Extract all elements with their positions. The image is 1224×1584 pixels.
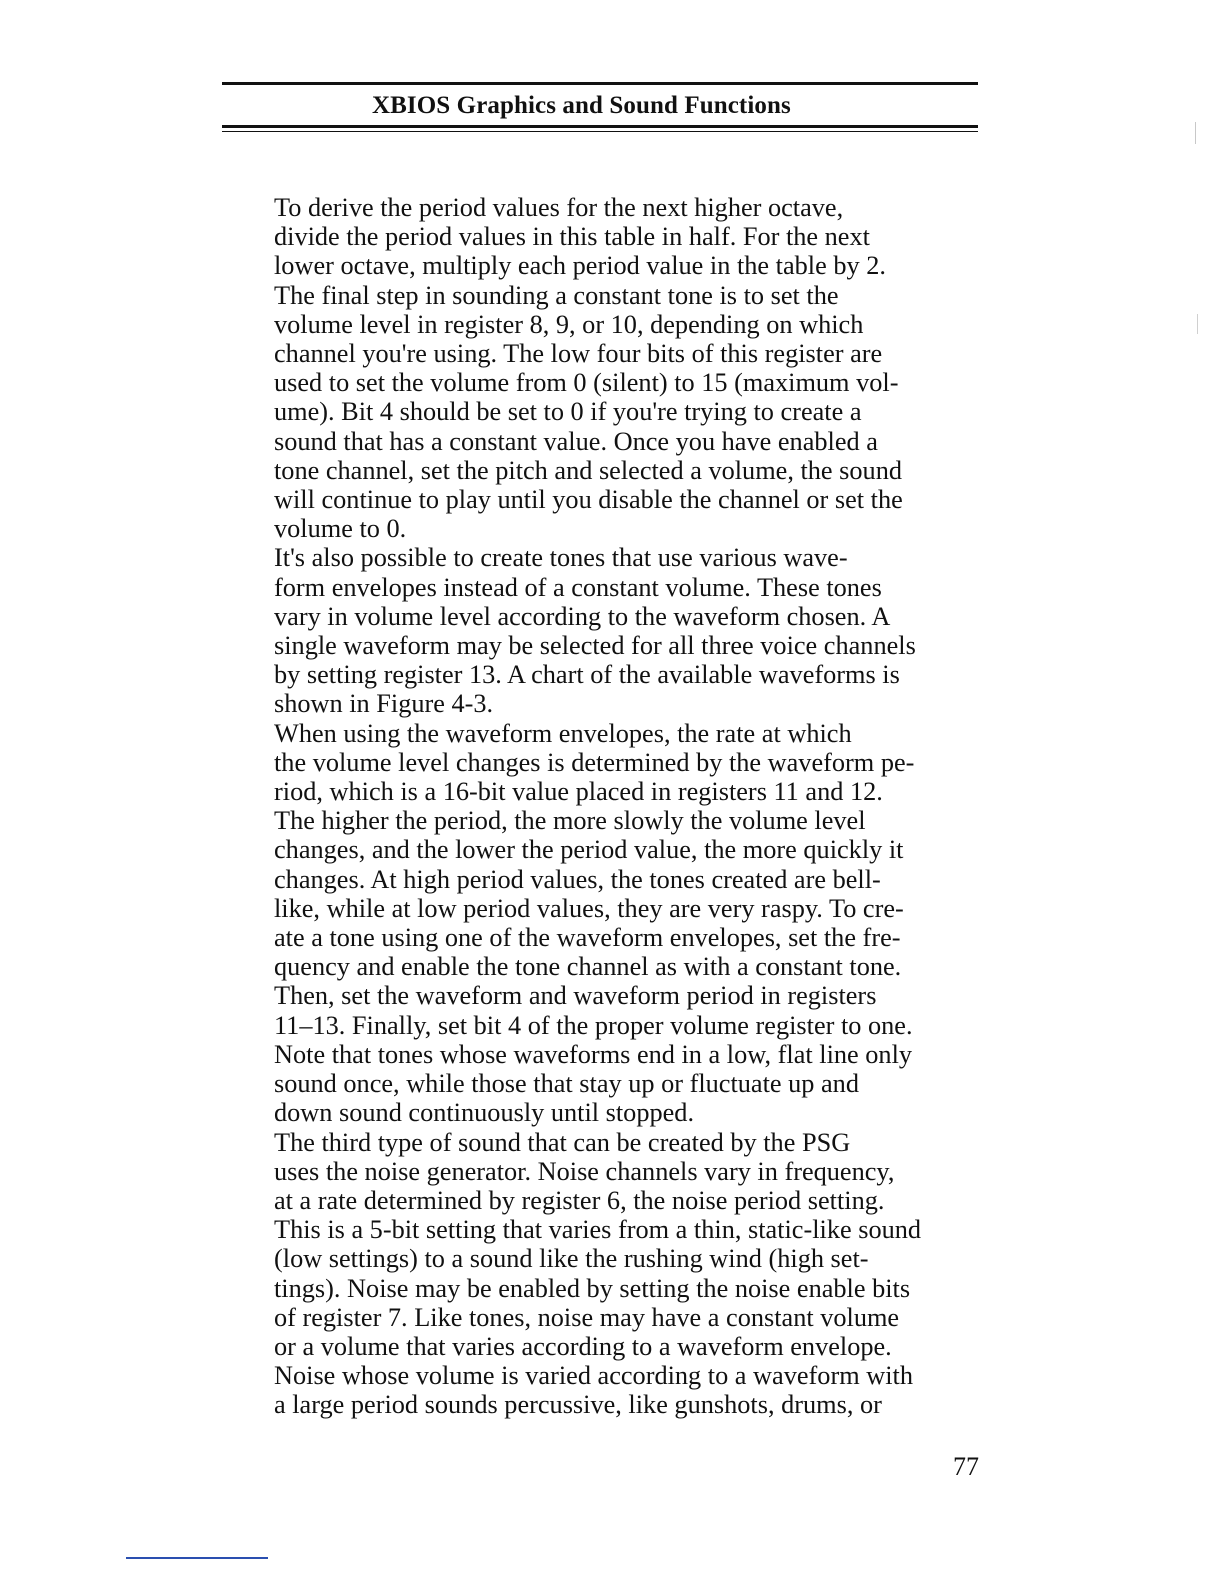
text-line: ate a tone using one of the waveform envelopes, set the fre- <box>274 923 901 953</box>
paragraph <box>224 193 976 281</box>
text-line: vary in volume level according to the waveform chosen. A <box>274 601 891 631</box>
page-number: 77 <box>953 1452 979 1481</box>
header-bottom-thin-rule <box>222 131 978 132</box>
running-header <box>222 82 978 132</box>
text-line: down sound continuously until stopped. <box>274 1098 695 1128</box>
paragraph <box>224 281 976 544</box>
footer-rule <box>126 1557 268 1559</box>
text-line: sound that has a constant value. Once you have enabled a <box>274 426 878 456</box>
text-line: ume). Bit 4 should be set to 0 if you're trying to create a <box>274 397 862 427</box>
text-line: uses the noise generator. Noise channels vary in frequency, <box>274 1156 895 1186</box>
text-line: This is a 5-bit setting that varies from a thin, static-like sound <box>274 1215 922 1245</box>
text-line: lower octave, multiply each period value in the table by 2. <box>274 251 886 281</box>
text-line: tone channel, set the pitch and selected a volume, the sound <box>274 455 903 485</box>
body-text <box>224 193 976 1420</box>
text-line: (low settings) to a sound like the rushing wind (high set- <box>274 1244 869 1274</box>
text-line: changes. At high period values, the tones created are bell- <box>274 864 881 894</box>
text-line: volume to 0. <box>274 514 407 544</box>
text-line: It's also possible to create tones that use various wave- <box>274 543 848 573</box>
text-line: sound once, while those that stay up or fluctuate up and <box>274 1069 859 1099</box>
text-line: volume level in register 8, 9, or 10, depending on which <box>274 309 864 339</box>
text-line: used to set the volume from 0 (silent) to 15 (maximum vol- <box>274 368 899 398</box>
header-top-rule <box>222 82 978 85</box>
text-line: divide the period values in this table in half. For the next <box>274 222 870 252</box>
paragraph <box>224 1128 976 1420</box>
text-line: of register 7. Like tones, noise may have a constant volume <box>274 1302 900 1332</box>
text-line: To derive the period values for the next higher octave, <box>274 193 844 222</box>
header-bottom-rule <box>222 125 978 128</box>
text-line: When using the waveform envelopes, the rate at which <box>274 718 852 748</box>
text-line: form envelopes instead of a constant volume. These tones <box>274 572 882 602</box>
text-line: The final step in sounding a constant tone is to set the <box>274 280 839 310</box>
paragraph <box>224 543 976 718</box>
text-line: Noise whose volume is varied according to a waveform with <box>274 1361 913 1391</box>
text-line: quency and enable the tone channel as with a constant tone. <box>274 952 902 982</box>
header-title: XBIOS Graphics and Sound Functions <box>372 92 791 119</box>
text-line: Note that tones whose waveforms end in a low, flat line only <box>274 1039 913 1069</box>
text-line: or a volume that varies according to a waveform envelope. <box>274 1331 892 1361</box>
text-line: single waveform may be selected for all three voice channels <box>274 631 916 661</box>
text-line: channel you're using. The low four bits of this register are <box>274 339 883 369</box>
text-line: at a rate determined by register 6, the noise period setting. <box>274 1185 885 1215</box>
scan-margin-mark <box>1195 122 1196 144</box>
text-line: like, while at low period values, they are very raspy. To cre- <box>274 893 904 923</box>
paragraph <box>224 719 976 1128</box>
text-line: tings). Noise may be enabled by setting the noise enable bits <box>274 1273 911 1303</box>
text-line: The higher the period, the more slowly the volume level <box>274 806 866 836</box>
text-line: Then, set the waveform and waveform period in registers <box>274 981 877 1011</box>
text-line: by setting register 13. A chart of the available waveforms is <box>274 660 900 690</box>
scan-margin-mark <box>1197 314 1198 334</box>
text-line: the volume level changes is determined by the waveform pe- <box>274 747 915 777</box>
text-line: will continue to play until you disable the channel or set the <box>274 485 903 515</box>
text-line: riod, which is a 16-bit value placed in registers 11 and 12. <box>274 777 883 807</box>
text-line: The third type of sound that can be created by the PSG <box>274 1127 851 1157</box>
text-line: 11–13. Finally, set bit 4 of the proper volume register to one. <box>274 1010 913 1040</box>
text-line: shown in Figure 4-3. <box>274 689 494 719</box>
text-line: a large period sounds percussive, like gunshots, drums, or <box>274 1390 882 1420</box>
text-line: changes, and the lower the period value, the more quickly it <box>274 835 904 865</box>
